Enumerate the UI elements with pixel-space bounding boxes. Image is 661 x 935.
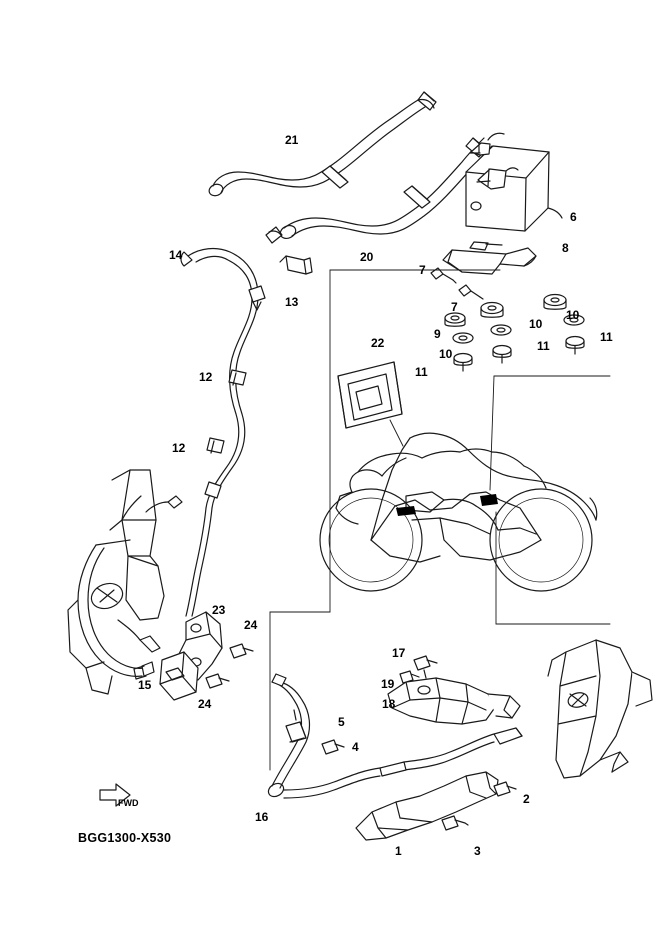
connector-5 [286,710,306,742]
abs-bracket-8 [443,242,536,274]
callout-18: 18 [382,697,396,711]
clamp-12-a [229,370,246,385]
grommet-9 [445,313,465,326]
callout-10-b: 10 [529,317,543,331]
rear-hub-assembly [548,640,652,778]
bolt-11-d [493,346,511,364]
callout-6: 6 [570,210,577,224]
callout-8: 8 [562,241,569,255]
callout-1: 1 [395,844,402,858]
bolt-24-a [230,644,253,658]
hose-fitting-lower [266,227,282,243]
clamp-12-b [207,438,224,453]
callout-5: 5 [338,715,345,729]
rear-bracket-18 [388,678,520,724]
callout-4: 4 [352,740,359,754]
callout-17: 17 [392,646,406,660]
callout-16: 16 [255,810,269,824]
callout-21: 21 [285,133,299,147]
rear-sensor-1 [356,772,498,840]
bolt-4 [322,740,344,754]
callout-10-c: 10 [439,347,453,361]
washer-11-a [491,325,511,335]
callout-7-upper: 7 [419,263,426,277]
front-wheel-sensor-lead-14 [181,249,258,616]
diagram-part-code: BGG1300-X530 [78,831,172,845]
callout-14: 14 [169,248,183,262]
brake-hose-21 [208,92,436,198]
grommet-10-a [481,303,503,318]
callout-24-a: 24 [244,618,258,632]
bolt-7-lower [459,285,483,299]
callout-3: 3 [474,844,481,858]
callout-24-b: 24 [198,697,212,711]
callout-10-a: 10 [566,308,580,322]
callout-15: 15 [138,678,152,692]
callout-7-lower: 7 [451,300,458,314]
callout-12-a: 12 [199,370,213,384]
bolt-11-e [566,337,584,355]
callout-2: 2 [523,792,530,806]
bolt-17 [414,656,437,678]
callout-19: 19 [381,677,395,691]
sensor-connector-top [280,256,312,274]
bolt-3 [442,816,468,830]
callout-11-c: 11 [415,365,428,379]
callout-20: 20 [360,250,374,264]
callout-13: 13 [285,295,299,309]
callout-12-b: 12 [172,441,186,455]
fwd-direction-label: FWD [118,798,139,808]
callout-23: 23 [212,603,226,617]
callout-11-a: 11 [600,330,613,344]
washer-10-c [453,333,473,343]
callout-9: 9 [434,327,441,341]
grommet-10-b [544,295,566,310]
bolt-11-c [454,354,472,372]
rubber-damper-22 [338,362,402,428]
motorcycle-silhouette [320,433,597,591]
callout-22: 22 [371,336,385,350]
callout-11-b: 11 [537,339,550,353]
bolt-24-b [206,674,229,688]
